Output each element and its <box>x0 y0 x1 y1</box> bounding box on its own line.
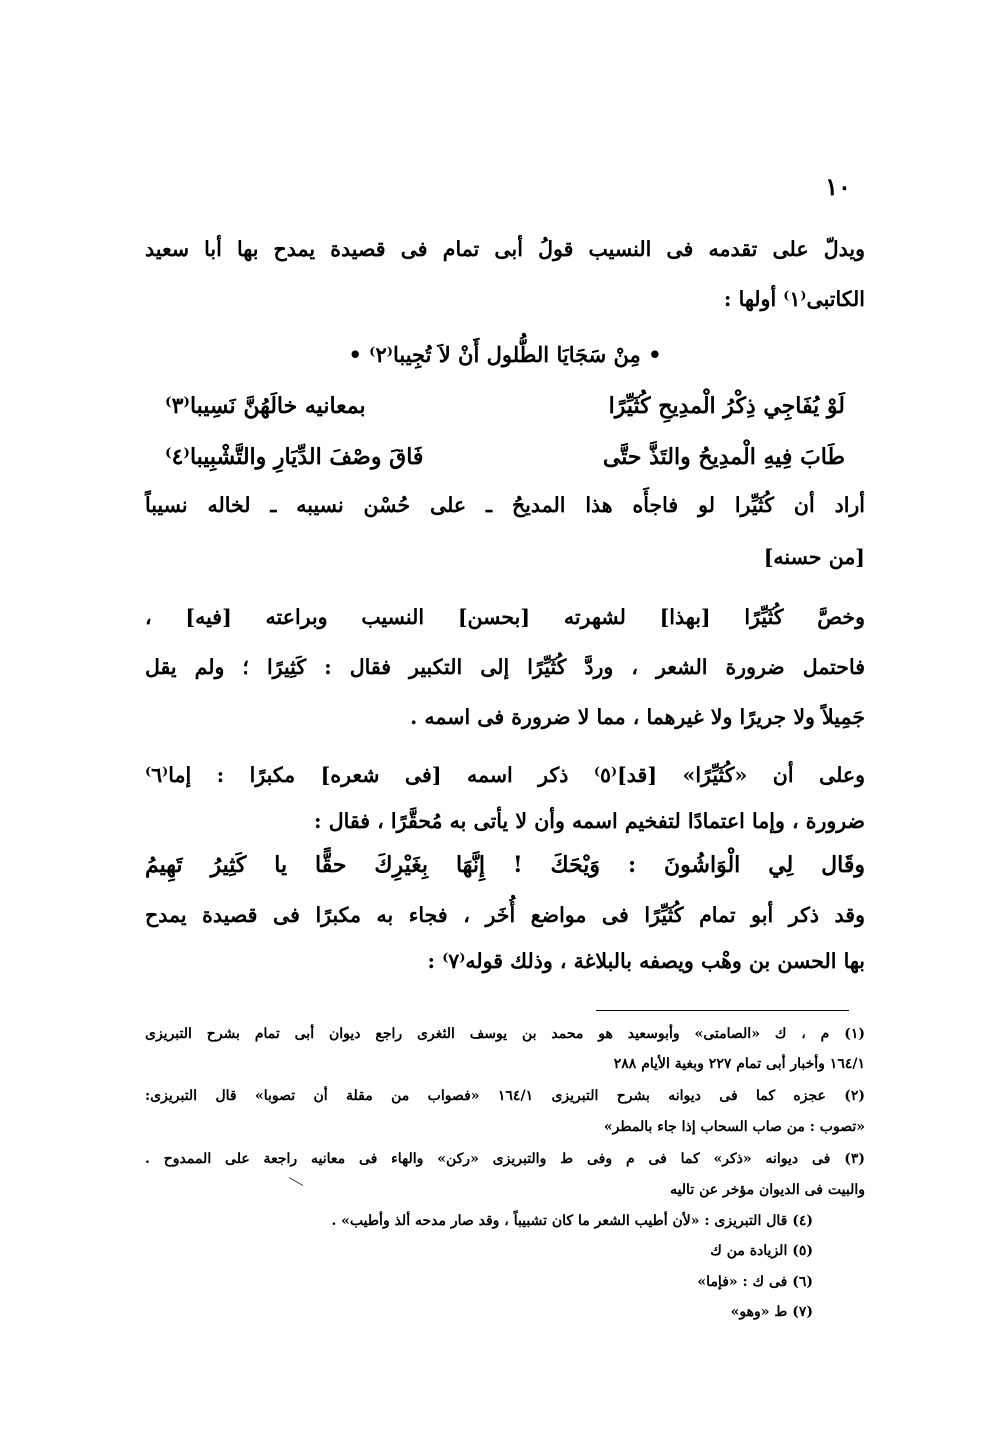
footnote-2-line-1: (٢) عجزه كما فى ديوانه بشرح التبريزى ١٦٤/١ «فصواب من مقلة أن تصوبا» قال التبريزى: <box>145 1088 865 1104</box>
verse-1 <box>165 386 845 426</box>
footnote-5: (٥) الزيادة من ك <box>710 1243 813 1259</box>
verse-opening: • مِنْ سَجَايَا الطُّلول أَنْ لاَ تُجِيبا⁽٢⁾ • <box>348 342 662 367</box>
verse-1-second-hemistich: بمعانيه خالَهُنَّ نَسِيبا⁽٣⁾ <box>165 393 366 419</box>
footnote-3-line-1: (٣) فى ديوانه «ذكر» كما فى م وفى ط والتبريزى «ركن» والهاء فى معانيه راجعة على الممدوح . <box>145 1151 865 1167</box>
verse-2-first-hemistich: طَابَ فِيهِ الْمدِيحُ والتَذَّ حتَّى <box>602 444 845 470</box>
paragraph-1-line-2: الكاتبى⁽١⁾ أولها : <box>723 287 865 311</box>
paragraph-1-line-1: ويدلّ على تقدمه فى النسيب قولُ أبى تمام فى قصيدة يمدح بها أبا سعيد <box>145 237 865 261</box>
footnote-divider <box>596 1010 849 1011</box>
footnote-2-line-2: «تصوب : من صاب السحاب إذا جاء بالمطر» <box>603 1119 865 1135</box>
paragraph-4-verse: وقَال لِي الْوَاشُونَ : وَيْحَكَ ! إِنَّهَا بِغَيْرِكَ حقًّا يا كَثِيرُ تَهِيمُ <box>145 852 865 878</box>
page-number: ١٠ <box>825 172 851 201</box>
verse-2-second-hemistich: فَاقَ وصْفَ الدِّيَارِ والتَّشْبِيبا⁽٤⁾ <box>165 444 424 470</box>
paragraph-3-line-3: جَمِيلاً ولا جريرًا ولا غيرهما ، مما لا ضرورة فى اسمه . <box>410 705 865 729</box>
paragraph-4-line-2: ضرورة ، وإما اعتمادًا لتفخيم اسمه وأن لا يأتى به مُحقَّرًا ، فقال : <box>314 809 865 833</box>
paragraph-3-line-1: وخصَّ كُثَيِّرًا [بهذا] لشهرته [بحسن] النسيب وبراعته [فيه] ، <box>145 605 865 629</box>
paragraph-2-line-1: أراد أن كُثَيِّرا لو فاجأَه هذا المديحُ ـ على حُسْن نسيبه ـ لخاله نسيباً <box>145 493 865 517</box>
footnote-6: (٦) فى ك : «فإما» <box>697 1274 813 1290</box>
paragraph-3-line-2: فاحتمل ضرورة الشعر ، وردَّ كُثَيِّرًا إلى التكبير فقال : كَثِيرًا ؛ ولم يقل <box>145 655 865 679</box>
paragraph-4-line-1: وعلى أن «كُثَيِّرًا» [قد]⁽٥⁾ ذكر اسمه [فى شعره] مكبرًا : إما⁽٦⁾ <box>145 763 865 787</box>
footnote-4: (٤) قال التبريزى : «لأن أطيب الشعر ما كان تشبيباً ، وقد صار مدحه ألذ وأطيب» . <box>331 1213 813 1229</box>
verse-2 <box>165 437 845 477</box>
footnote-7: (٧) ط «وهو» <box>730 1304 813 1320</box>
paragraph-5-line-1: وقد ذكر أبو تمام كُثَيِّرًا فى مواضع أُخَر ، فجاء به مكبرًا فى قصيدة يمدح <box>145 903 865 927</box>
paragraph-5-line-2: بها الحسن بن وهْب ويصفه بالبلاغة ، وذلك قوله⁽٧⁾ : <box>427 949 865 973</box>
verse-1-first-hemistich: لَوْ يُفَاجِي ذِكْرُ الْمدِيحِ كُثَيِّرًا <box>608 393 845 419</box>
footnote-1-line-1: (١) م ، ك «الصامتى» وأبوسعيد هو محمد بن يوسف الثغرى راجع ديوان أبى تمام بشرح التبريزى <box>145 1026 865 1042</box>
footnote-1-line-2: ١٦٤/١ وأخبار أبى تمام ٢٢٧ وبغية الأيام ٢٨٨ <box>613 1056 865 1072</box>
footnote-3-line-2: والبيت فى الديوان مؤخر عن تاليه <box>670 1182 865 1198</box>
paragraph-2-line-2: [من حسنه] <box>763 545 865 569</box>
